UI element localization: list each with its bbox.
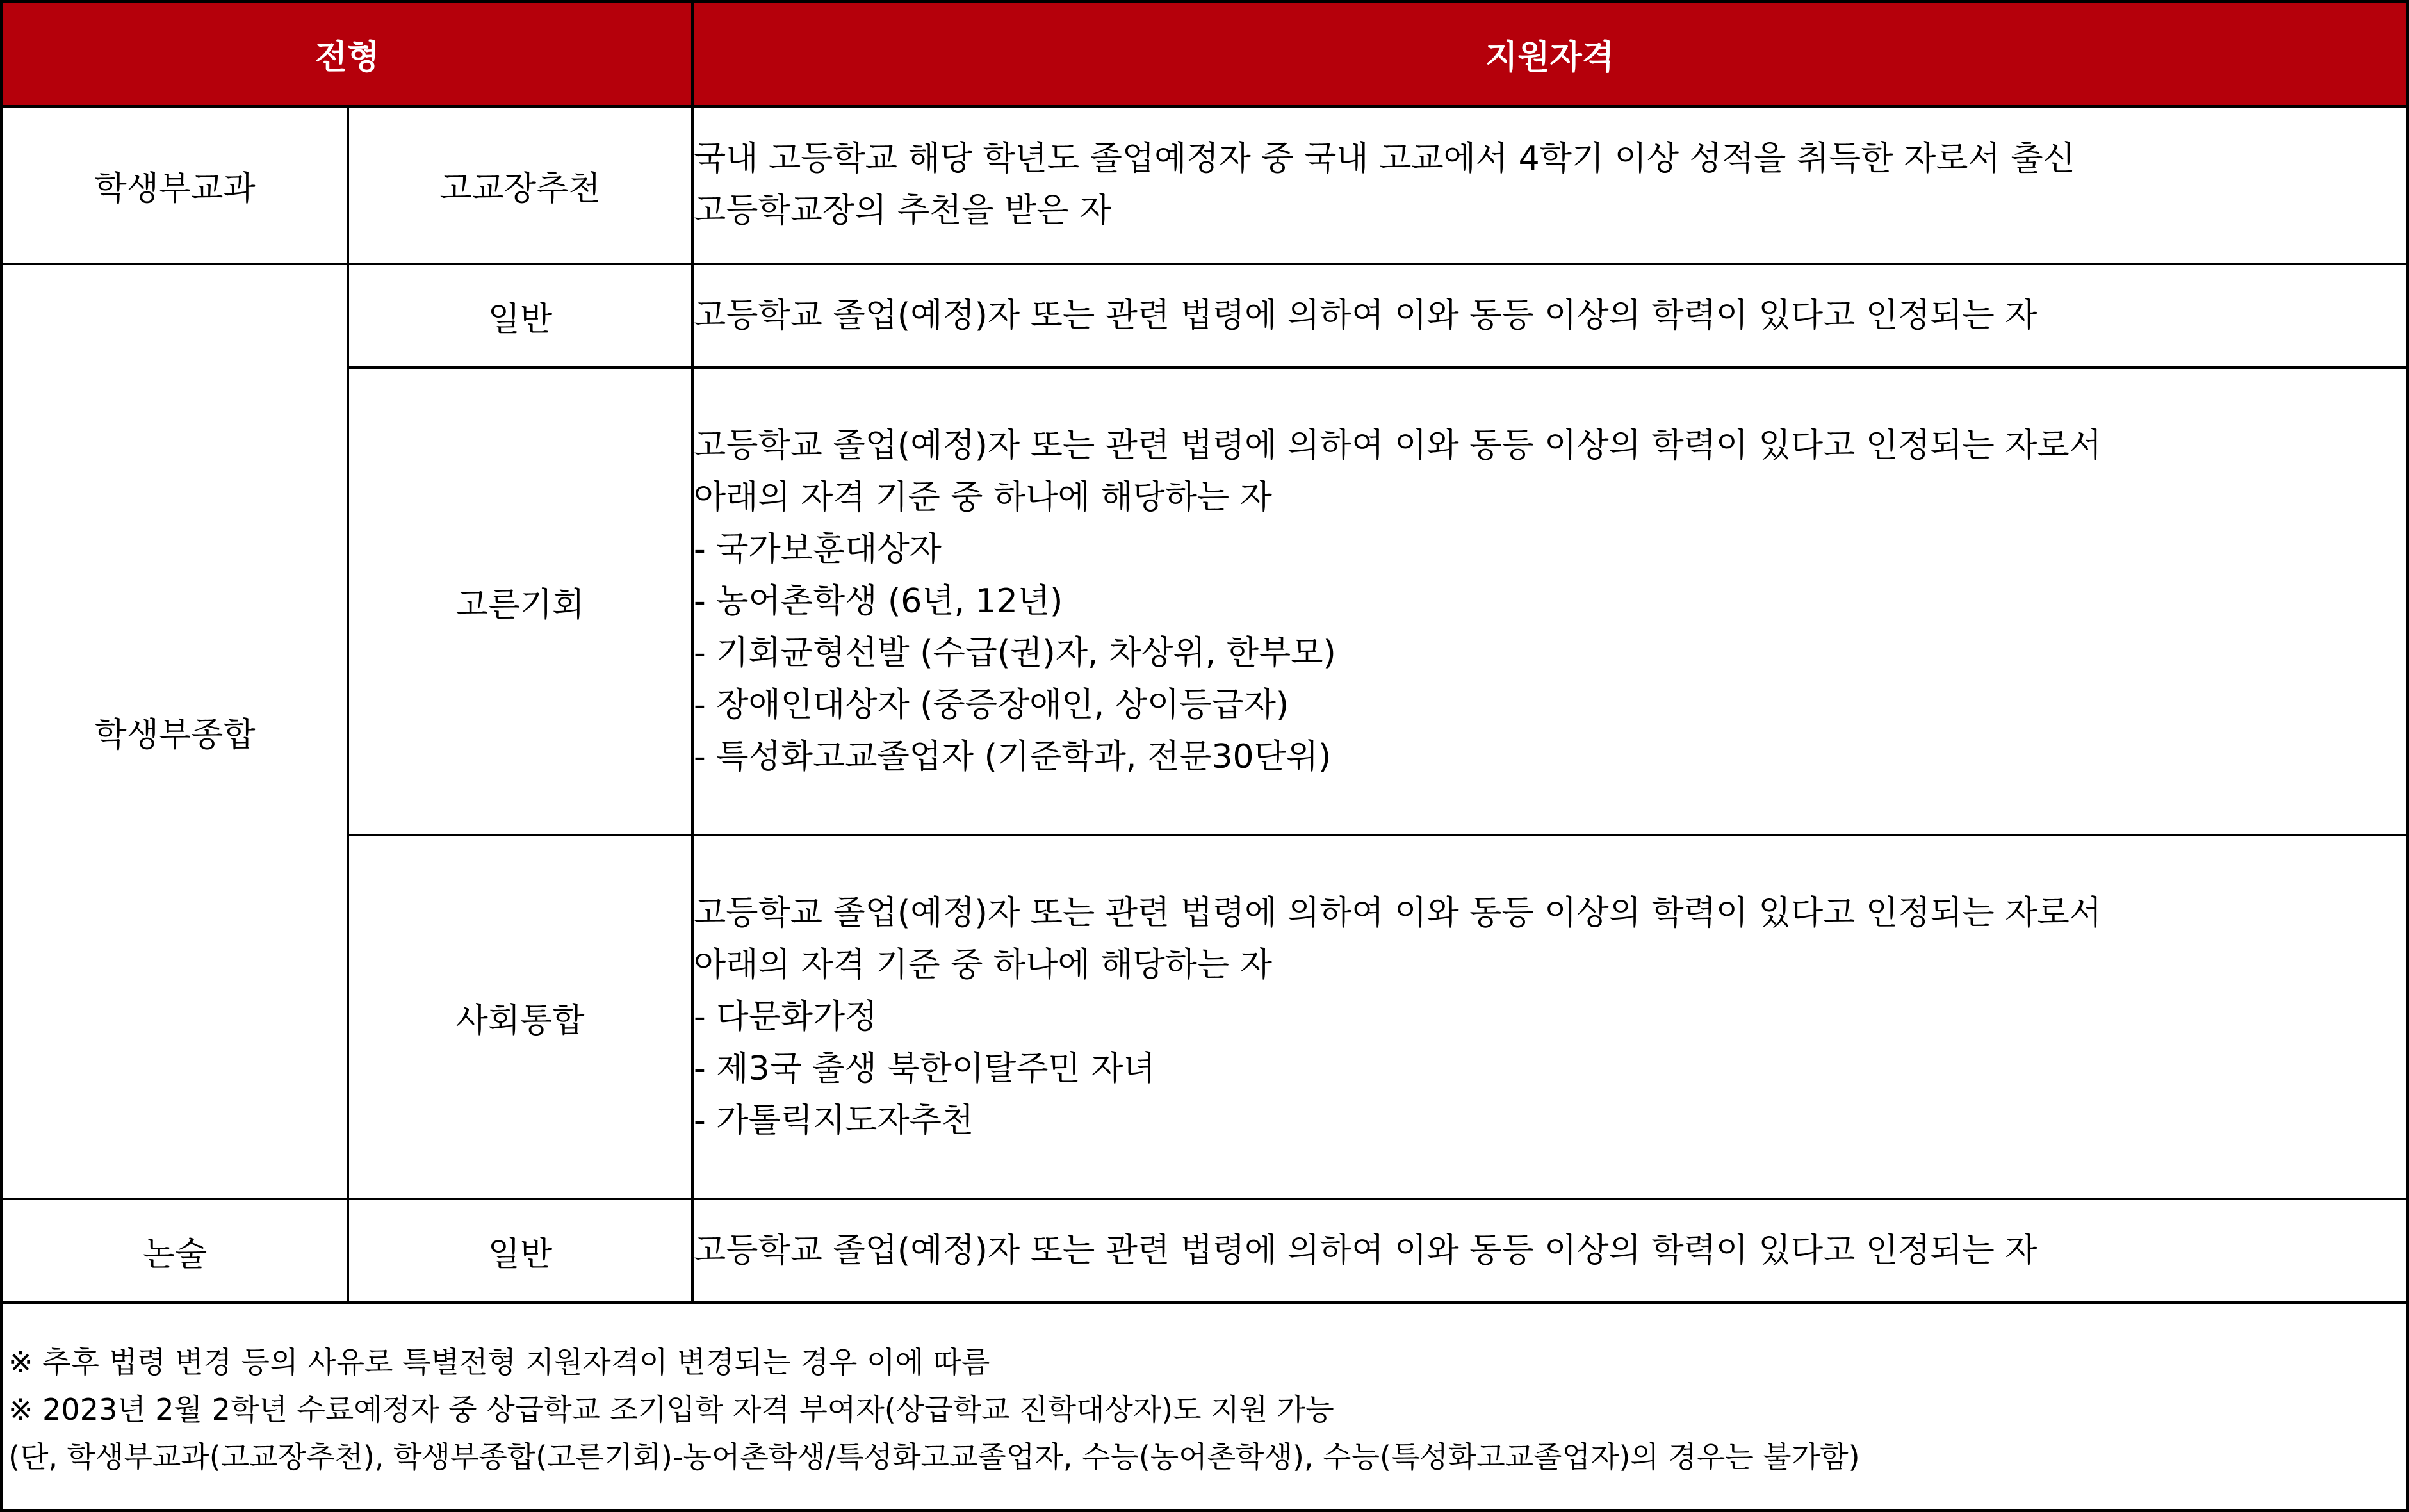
subtype-cell: 고른기회 xyxy=(348,368,692,835)
qualification-line: - 국가보훈대상자 xyxy=(694,530,942,569)
table-row xyxy=(3,106,2406,264)
table-row xyxy=(3,264,2406,368)
qualification-line: - 다문화가정 xyxy=(694,997,878,1036)
category-cell: 학생부교과 xyxy=(3,106,348,264)
category-cell: 학생부종합 xyxy=(3,264,348,1199)
qualification-line: 고등학교 졸업(예정)자 또는 관련 법령에 의하여 이와 동등 이상의 학력이 있다고 인정되는 자로서 xyxy=(694,426,2102,465)
qualification-line: 국내 고등학교 해당 학년도 졸업예정자 중 국내 고교에서 4학기 이상 성적을 취득한 자로서 출신 xyxy=(694,140,2075,178)
qualification-line: - 장애인대상자 (중증장애인, 상이등급자) xyxy=(694,685,1289,724)
qualification-cell xyxy=(692,106,2406,264)
header-type: 전형 xyxy=(3,3,692,106)
qualification-line: 고등학교 졸업(예정)자 또는 관련 법령에 의하여 이와 동등 이상의 학력이 있다고 인정되는 자 xyxy=(694,1231,2037,1270)
qualification-line: 아래의 자격 기준 중 하나에 해당하는 자 xyxy=(694,478,1272,517)
qualification-line: 고등학교 졸업(예정)자 또는 관련 법령에 의하여 이와 동등 이상의 학력이 있다고 인정되는 자로서 xyxy=(694,893,2102,932)
qualification-cell xyxy=(692,1199,2406,1303)
table-row xyxy=(3,835,2406,1199)
qualification-line: - 농어촌학생 (6년, 12년) xyxy=(694,581,1063,621)
table-row xyxy=(3,1199,2406,1303)
qualification-cell xyxy=(692,264,2406,368)
footnotes xyxy=(3,1305,2406,1509)
footnote-line: (단, 학생부교과(고교장추천), 학생부종합(고른기회)-농어촌학생/특성화고교졸업자, 수능(농어촌학생), 수능(특성화고교졸업자)의 경우는 불가함) xyxy=(8,1440,1860,1474)
footnote-line: ※ 추후 법령 변경 등의 사유로 특별전형 지원자격이 변경되는 경우 이에 따름 xyxy=(8,1345,990,1379)
footnote-line: ※ 2023년 2월 2학년 수료예정자 중 상급학교 조기입학 자격 부여자(상급학교 진학대상자)도 지원 가능 xyxy=(8,1392,1334,1427)
subtype-cell: 사회통합 xyxy=(348,835,692,1199)
header-qualification: 지원자격 xyxy=(692,3,2406,106)
qualification-cell xyxy=(692,835,2406,1199)
qualification-table xyxy=(3,3,2406,1304)
subtype-cell: 일반 xyxy=(348,264,692,368)
qualification-line: 고등학교 졸업(예정)자 또는 관련 법령에 의하여 이와 동등 이상의 학력이 있다고 인정되는 자 xyxy=(694,296,2037,335)
qualification-line: - 기회균형선발 (수급(권)자, 차상위, 한부모) xyxy=(694,633,1336,672)
header-row xyxy=(3,3,2406,106)
subtype-cell: 고교장추천 xyxy=(348,106,692,264)
qualification-line: 고등학교장의 추천을 받은 자 xyxy=(694,191,1112,230)
table-row xyxy=(3,368,2406,835)
qualification-line: - 가톨릭지도자추천 xyxy=(694,1101,974,1140)
category-cell: 논술 xyxy=(3,1199,348,1303)
qualification-cell xyxy=(692,368,2406,835)
qualification-line: - 제3국 출생 북한이탈주민 자녀 xyxy=(694,1049,1156,1088)
qualification-line: 아래의 자격 기준 중 하나에 해당하는 자 xyxy=(694,945,1272,984)
subtype-cell: 일반 xyxy=(348,1199,692,1303)
qualification-line: - 특성화고교졸업자 (기준학과, 전문30단위) xyxy=(694,737,1332,776)
